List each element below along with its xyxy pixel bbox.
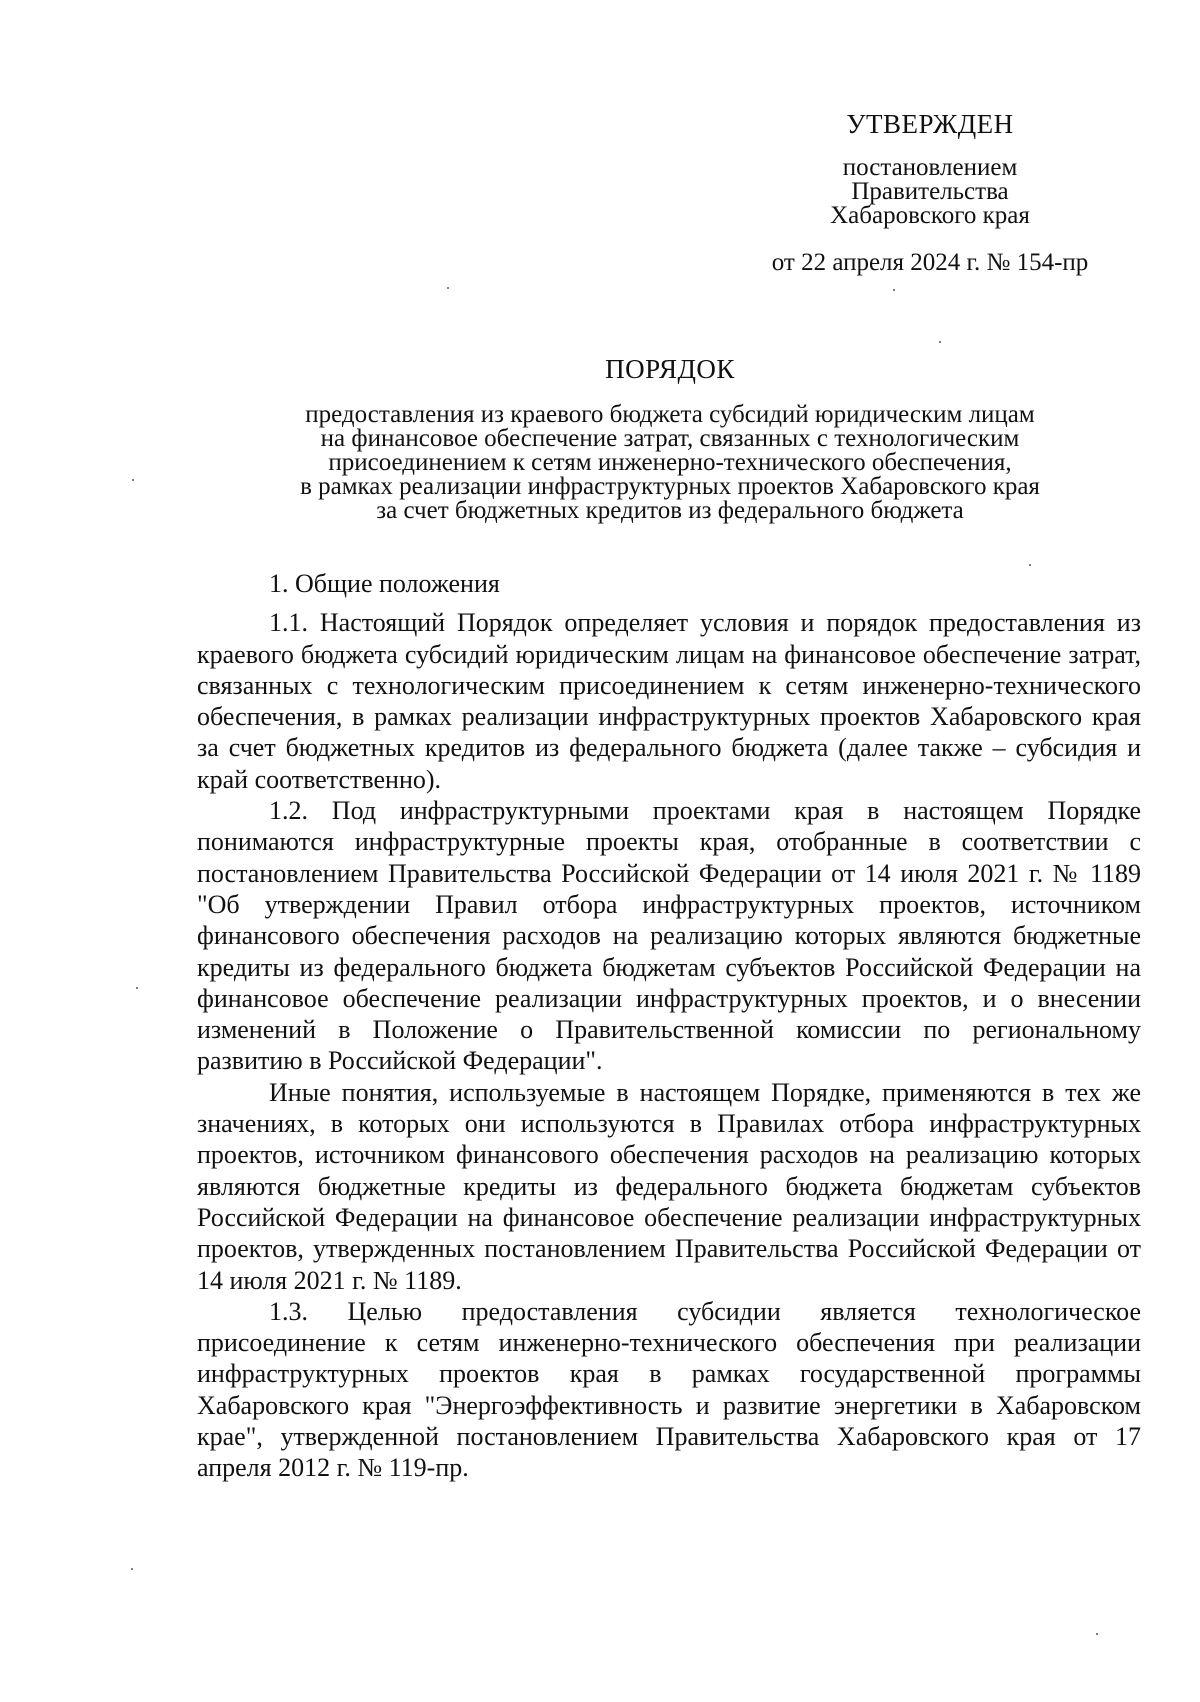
scan-speck <box>939 341 941 343</box>
title-line-1: предоставления из краевого бюджета субсидий юридическим лицам <box>305 401 1035 428</box>
section-heading: 1. Общие положения <box>269 569 500 598</box>
approval-stamp <box>740 108 1120 278</box>
paragraph-1-1: 1.1. Настоящий Порядок определяет условия и порядок предоставления из краевого бюджета субсидий юридическим лицам на финансовое обеспечение затрат, связанных с технологическим присоединением к сетям инженерно-технического обеспечения, в рамках реализации инфраструктурных проектов Хабаровского края за счет бюджетных кредитов из федерального бюджета (далее также – субсидия и край соответственно). <box>197 608 1141 794</box>
document-title: ПОРЯДОК <box>605 354 735 384</box>
approved-label: УТВЕРЖДЕН <box>846 109 1014 139</box>
document-body <box>197 568 1141 1484</box>
approval-date: от 22 апреля 2024 г. № 154-пр <box>771 249 1089 276</box>
title-line-3: присоединением к сетям инженерно-технического обеспечения, <box>328 449 1012 476</box>
approval-line-2: Правительства <box>851 178 1009 205</box>
scan-speck <box>132 479 134 481</box>
approval-line-3: Хабаровского края <box>830 202 1030 229</box>
scan-speck <box>1096 1633 1098 1635</box>
approval-line-1: постановлением <box>842 154 1018 181</box>
scan-speck <box>1029 564 1031 566</box>
scan-speck <box>447 287 449 289</box>
paragraph-1-2-continued: Иные понятия, используемые в настоящем Порядке, применяются в тех же значениях, в которых они используются в Правилах отбора инфраструктурных проектов, источником финансового обеспечения расходов на реализацию которых являются бюджетные кредиты из федерального бюджета бюджетам субъектов Российской Федерации на финансовое обеспечение реализации инфраструктурных проектов, утвержденных постановлением Правительства Российской Федерации от 14 июля 2021 г. № 1189. <box>197 1077 1141 1295</box>
title-line-4: в рамках реализации инфраструктурных проектов Хабаровского края <box>300 473 1040 500</box>
paragraph-1-3: 1.3. Целью предоставления субсидии является технологическое присоединение к сетям инженерно-технического обеспечения при реализации инфраструктурных проектов края в рамках государственной программы Хабаровского края "Энергоэффективность и развитие энергетики в Хабаровском крае", утвержденной постановлением Правительства Хабаровского края от 17 апреля 2012 г. № 119-пр. <box>197 1296 1141 1483</box>
title-line-5: за счет бюджетных кредитов из федерального бюджета <box>376 497 964 524</box>
scan-speck <box>136 987 138 989</box>
document-title-block <box>190 353 1150 523</box>
paragraph-1-2: 1.2. Под инфраструктурными проектами края в настоящем Порядке понимаются инфраструктурные проекты края, отобранные в соответствии с постановлением Правительства Российской Федерации от 14 июля 2021 г. № 1189 "Об утверждении Правил отбора инфраструктурных проектов, источником финансового обеспечения расходов на реализацию которых являются бюджетные кредиты из федерального бюджета бюджетам субъектов Российской Федерации на финансовое обеспечение реализации инфраструктурных проектов, и о внесении изменений в Положение о Правительственной комиссии по региональному развитию в Российской Федерации". <box>197 796 1141 1076</box>
scan-speck <box>893 289 895 291</box>
title-line-2: на финансовое обеспечение затрат, связанных с технологическим <box>320 425 1020 452</box>
scan-speck <box>131 1568 133 1570</box>
